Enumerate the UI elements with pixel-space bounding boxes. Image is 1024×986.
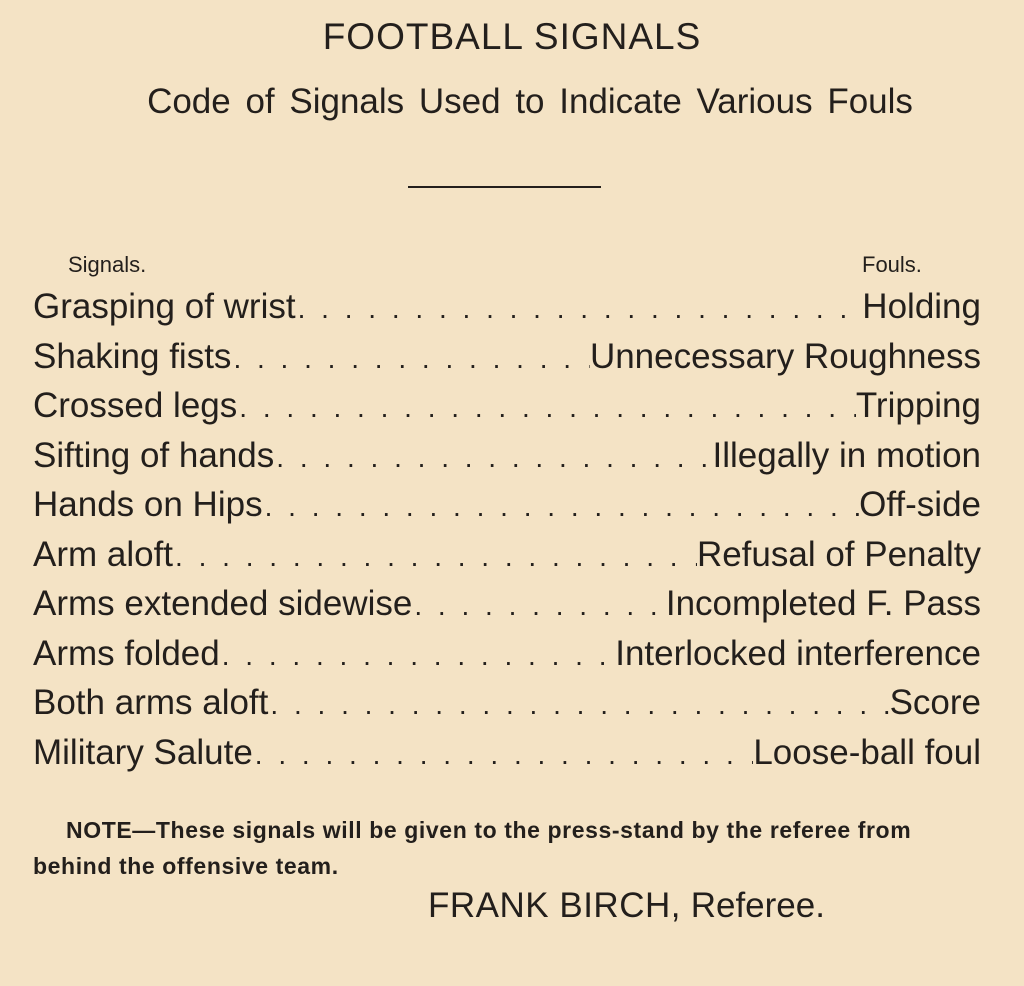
foul-text: Tripping xyxy=(855,386,981,425)
signal-text: Sifting of hands xyxy=(33,435,275,475)
signal-text: Grasping of wrist xyxy=(33,287,296,326)
signal-text: Crossed legs xyxy=(33,386,238,425)
signal-row xyxy=(33,332,981,382)
signal-text: Arms folded xyxy=(33,633,220,673)
signal-row xyxy=(33,431,981,481)
signal-row xyxy=(33,629,981,679)
signal-row xyxy=(33,678,981,728)
signal-row xyxy=(33,579,981,629)
signal-row xyxy=(33,282,981,332)
foul-text: Score xyxy=(889,683,981,722)
foul-text: Illegally in motion xyxy=(712,435,981,475)
signals-list xyxy=(33,282,981,777)
page-subtitle: Code of Signals Used to Indicate Various Fouls xyxy=(147,82,913,121)
foul-text: Holding xyxy=(862,287,981,326)
page-title: FOOTBALL SIGNALS xyxy=(322,16,702,57)
signal-row xyxy=(33,530,981,580)
signal-text: Military Salute xyxy=(33,732,253,772)
foul-text: Loose-ball foul xyxy=(753,732,981,772)
dot-leader xyxy=(220,631,615,679)
foul-text: Refusal of Penalty xyxy=(696,534,981,574)
signal-text: Both arms aloft xyxy=(33,683,269,722)
dot-leader xyxy=(173,532,697,580)
dot-leader xyxy=(268,680,889,728)
signal-text: Arms extended sidewise xyxy=(33,584,413,623)
dot-leader xyxy=(296,284,863,332)
dot-leader xyxy=(263,482,860,530)
referee-signature xyxy=(428,886,825,926)
dot-leader xyxy=(274,433,712,481)
note-paragraph: NOTE—These signals will be given to the press-stand by the referee from behind the offensive team. xyxy=(33,817,912,879)
dot-leader xyxy=(237,383,856,431)
foul-text: Off-side xyxy=(859,485,981,524)
signal-text: Shaking fists xyxy=(33,336,232,376)
foul-text: Unnecessary Roughness xyxy=(589,336,981,376)
signal-text: Hands on Hips xyxy=(33,485,263,524)
signal-row xyxy=(33,480,981,530)
foul-text: Incompleted F. Pass xyxy=(665,584,981,623)
foul-text: Interlocked interference xyxy=(615,633,981,673)
signal-row xyxy=(33,381,981,431)
fouls-column-header: Fouls. xyxy=(862,252,922,277)
dot-leader xyxy=(253,730,754,778)
dot-leader xyxy=(412,581,666,629)
referee-name: FRANK BIRCH, xyxy=(428,886,681,925)
signal-row xyxy=(33,728,981,778)
signals-column-header: Signals. xyxy=(68,252,147,277)
title-divider xyxy=(408,186,601,188)
referee-role: Referee. xyxy=(690,886,825,925)
signal-text: Arm aloft xyxy=(33,534,174,574)
dot-leader xyxy=(231,334,590,382)
